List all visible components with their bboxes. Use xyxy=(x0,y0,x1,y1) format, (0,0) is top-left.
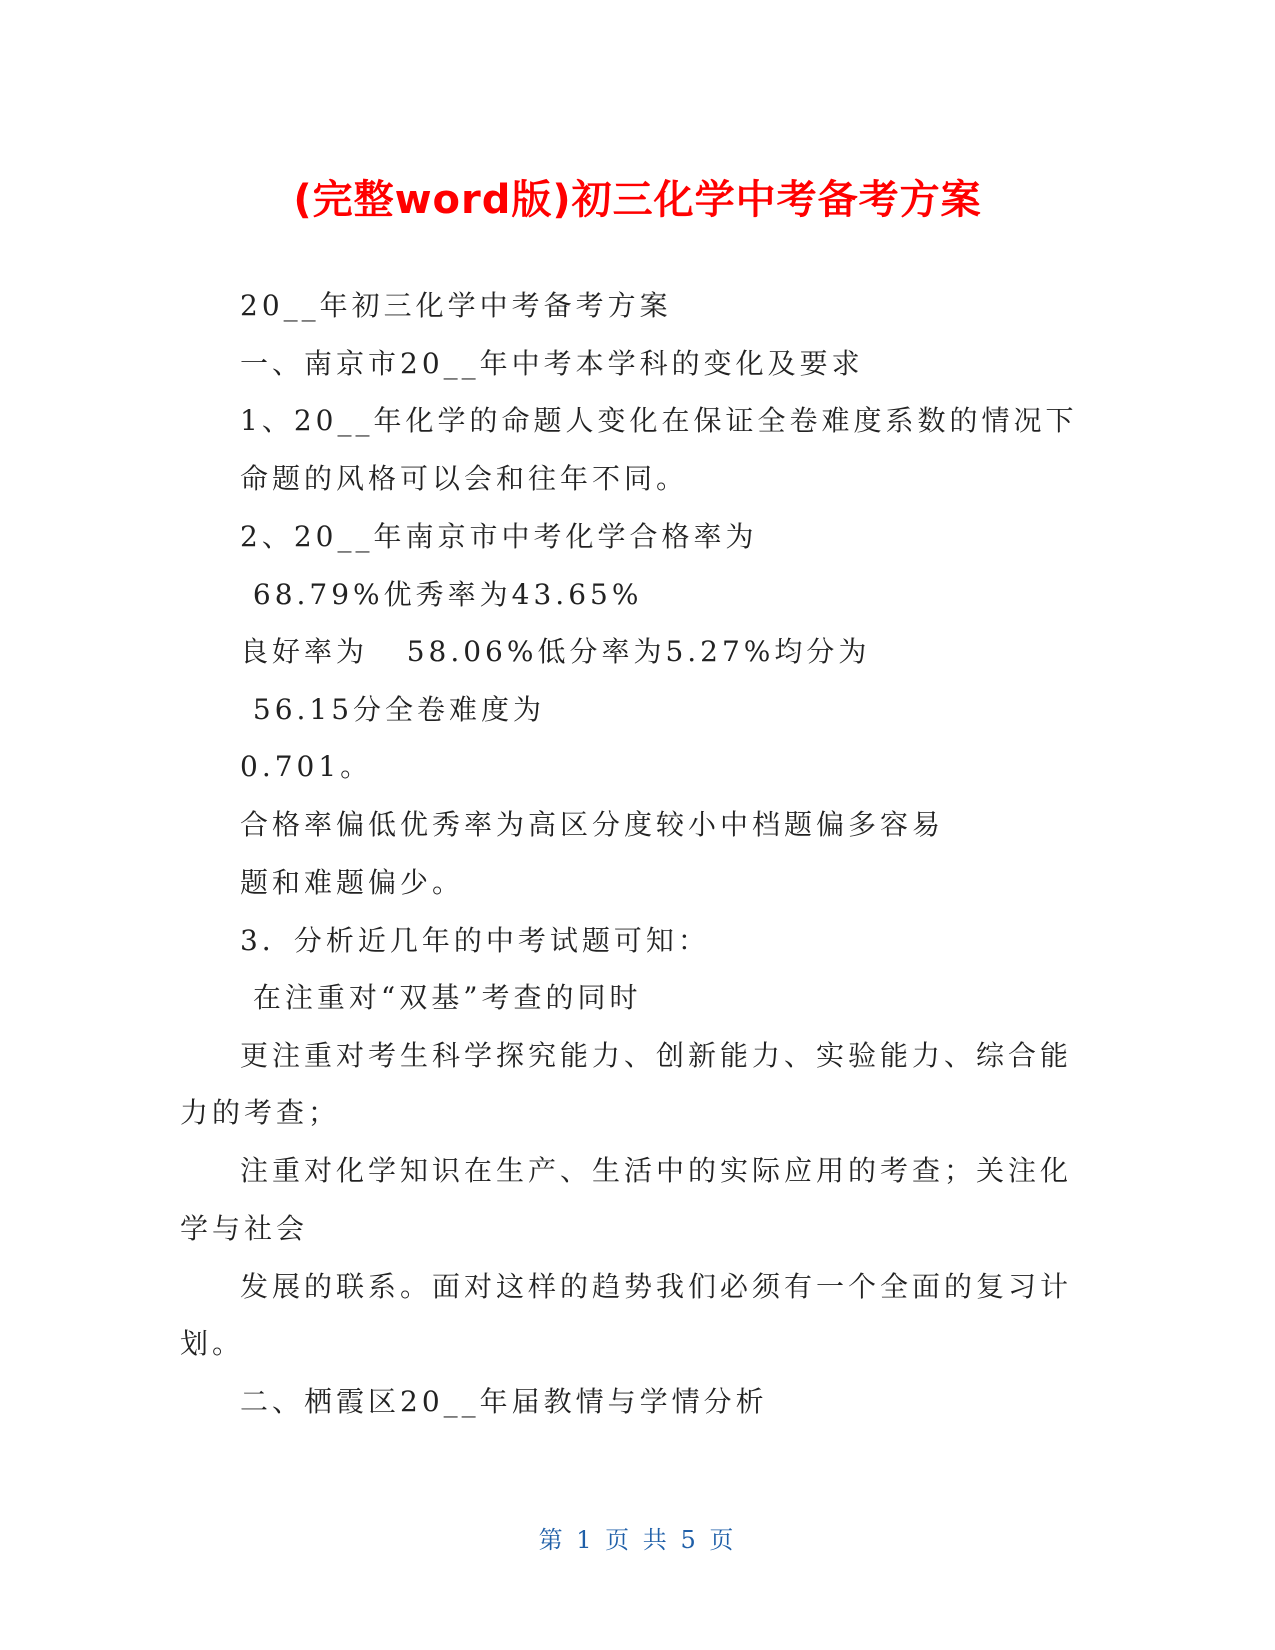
page-footer: 第 1 页 共 5 页 xyxy=(538,1526,737,1554)
text-line: 20__年初三化学中考备考方案 xyxy=(240,289,672,322)
text-line: 良好率为 58.06%低分率为5.27%均分为 xyxy=(240,635,871,668)
text-line: 命题的风格可以会和往年不同。 xyxy=(240,462,689,495)
text-line: 更注重对考生科学探究能力、创新能力、实验能力、综合能 xyxy=(240,1039,1073,1072)
text-line: 学与社会 xyxy=(180,1212,309,1245)
text-line: 3．分析近几年的中考试题可知： xyxy=(240,924,710,957)
text-line: 1、20__年化学的命题人变化在保证全卷难度系数的情况下 xyxy=(240,404,1078,437)
text-line: 力的考查； xyxy=(180,1096,341,1129)
text-line: 68.79%优秀率为43.65% xyxy=(240,578,643,611)
text-line: 0.701。 xyxy=(240,750,373,783)
text-line: 2、20__年南京市中考化学合格率为 xyxy=(240,520,758,553)
text-line: 二、栖霞区20__年届教情与学情分析 xyxy=(240,1385,768,1418)
text-line: 合格率偏低优秀率为高区分度较小中档题偏多容易 xyxy=(240,808,945,841)
text-line: 题和难题偏少。 xyxy=(240,866,465,899)
text-line: 注重对化学知识在生产、生活中的实际应用的考查；关注化 xyxy=(240,1154,1073,1187)
text-line: 一、南京市20__年中考本学科的变化及要求 xyxy=(240,347,864,380)
text-line: 在注重对“双基”考查的同时 xyxy=(240,981,642,1014)
text-line: 划。 xyxy=(180,1327,245,1360)
text-line: 发展的联系。面对这样的趋势我们必须有一个全面的复习计 xyxy=(240,1270,1073,1303)
text-line: 56.15分全卷难度为 xyxy=(240,693,546,726)
document-title: (完整word版)初三化学中考备考方案 xyxy=(293,177,982,223)
